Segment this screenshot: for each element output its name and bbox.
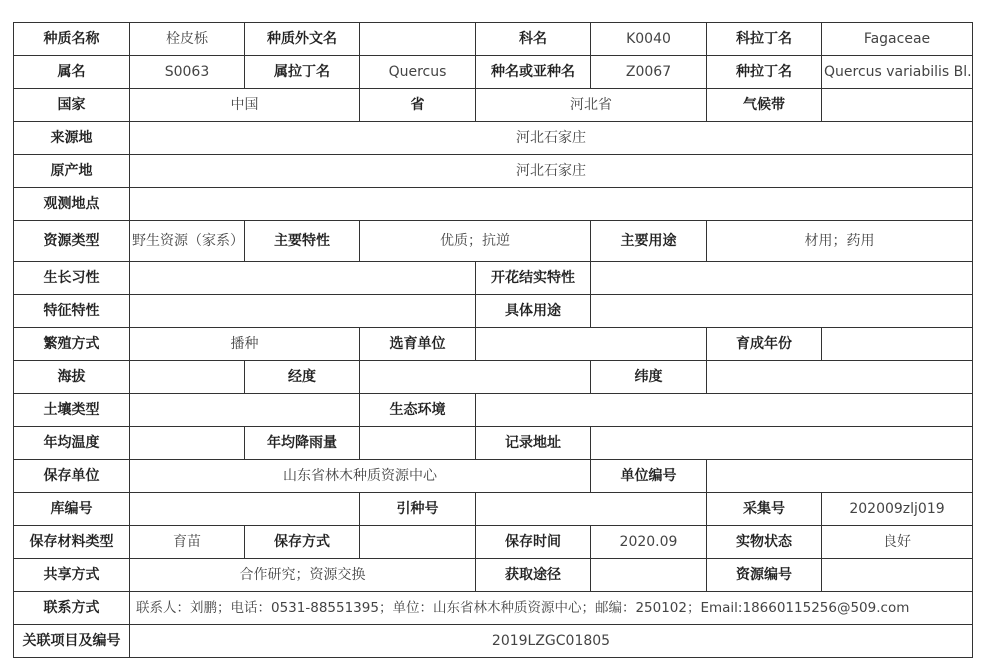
species-latin-label: 种拉丁名 bbox=[707, 56, 822, 89]
unit-code-label: 单位编号 bbox=[591, 460, 707, 493]
germplasm-name-value: 栓皮栎 bbox=[130, 23, 245, 56]
unit-code-value bbox=[707, 460, 973, 493]
origin-place-label: 原产地 bbox=[14, 155, 130, 188]
species-name-value: Z0067 bbox=[591, 56, 707, 89]
soil-type-value bbox=[130, 394, 360, 427]
table-row bbox=[14, 526, 973, 559]
flowering-fruiting-value bbox=[591, 262, 973, 295]
table-row bbox=[14, 295, 973, 328]
latitude-value bbox=[707, 361, 973, 394]
acquisition-label: 获取途径 bbox=[476, 559, 591, 592]
origin-place-value: 河北石家庄 bbox=[130, 155, 973, 188]
ecological-env-value bbox=[476, 394, 973, 427]
table-row bbox=[14, 122, 973, 155]
breeding-year-label: 育成年份 bbox=[707, 328, 822, 361]
table-row bbox=[14, 427, 973, 460]
altitude-value bbox=[130, 361, 245, 394]
observation-site-label: 观测地点 bbox=[14, 188, 130, 221]
annual-rainfall-label: 年均降雨量 bbox=[245, 427, 360, 460]
source-place-label: 来源地 bbox=[14, 122, 130, 155]
country-value: 中国 bbox=[130, 89, 360, 122]
genus-name-label: 属名 bbox=[14, 56, 130, 89]
breeding-unit-value bbox=[476, 328, 707, 361]
species-name-label: 种名或亚种名 bbox=[476, 56, 591, 89]
table-row bbox=[14, 262, 973, 295]
table-row bbox=[14, 559, 973, 592]
acquisition-value bbox=[591, 559, 707, 592]
table-row bbox=[14, 460, 973, 493]
table-row bbox=[14, 361, 973, 394]
storage-time-value: 2020.09 bbox=[591, 526, 707, 559]
contact-label: 联系方式 bbox=[14, 592, 130, 625]
climate-zone-value bbox=[822, 89, 973, 122]
introduction-code-value bbox=[476, 493, 707, 526]
storage-time-label: 保存时间 bbox=[476, 526, 591, 559]
storage-unit-value: 山东省林木种质资源中心 bbox=[130, 460, 591, 493]
species-latin-value: Quercus variabilis Bl. bbox=[822, 56, 973, 89]
soil-type-label: 土壤类型 bbox=[14, 394, 130, 427]
longitude-value bbox=[360, 361, 591, 394]
annual-temp-label: 年均温度 bbox=[14, 427, 130, 460]
foreign-name-value bbox=[360, 23, 476, 56]
storage-unit-label: 保存单位 bbox=[14, 460, 130, 493]
main-uses-value: 材用；药用 bbox=[707, 221, 973, 262]
breeding-unit-label: 选育单位 bbox=[360, 328, 476, 361]
ecological-env-label: 生态环境 bbox=[360, 394, 476, 427]
germplasm-name-label: 种质名称 bbox=[14, 23, 130, 56]
sharing-method-label: 共享方式 bbox=[14, 559, 130, 592]
source-place-value: 河北石家庄 bbox=[130, 122, 973, 155]
collection-code-value: 202009zlj019 bbox=[822, 493, 973, 526]
province-value: 河北省 bbox=[476, 89, 707, 122]
propagation-value: 播种 bbox=[130, 328, 360, 361]
climate-zone-label: 气候带 bbox=[707, 89, 822, 122]
longitude-label: 经度 bbox=[245, 361, 360, 394]
sharing-method-value: 合作研究；资源交换 bbox=[130, 559, 476, 592]
contact-value: 联系人：刘鹏；电话：0531-88551395；单位：山东省林木种质资源中心；邮编：250102；Email:18660115256@509.com bbox=[130, 592, 973, 625]
table-row bbox=[14, 188, 973, 221]
feature-traits-value bbox=[130, 295, 476, 328]
table-row bbox=[14, 56, 973, 89]
record-address-label: 记录地址 bbox=[476, 427, 591, 460]
collection-code-label: 采集号 bbox=[707, 493, 822, 526]
related-project-label: 关联项目及编号 bbox=[14, 625, 130, 658]
genus-latin-label: 属拉丁名 bbox=[245, 56, 360, 89]
province-label: 省 bbox=[360, 89, 476, 122]
specific-uses-label: 具体用途 bbox=[476, 295, 591, 328]
table-row bbox=[14, 592, 973, 625]
main-traits-label: 主要特性 bbox=[245, 221, 360, 262]
physical-status-value: 良好 bbox=[822, 526, 973, 559]
table-row bbox=[14, 155, 973, 188]
family-name-value: K0040 bbox=[591, 23, 707, 56]
material-type-value: 育苗 bbox=[130, 526, 245, 559]
table-row bbox=[14, 394, 973, 427]
resource-type-label: 资源类型 bbox=[14, 221, 130, 262]
table-row bbox=[14, 23, 973, 56]
resource-type-value: 野生资源（家系） bbox=[130, 221, 245, 262]
introduction-code-label: 引种号 bbox=[360, 493, 476, 526]
flowering-fruiting-label: 开花结实特性 bbox=[476, 262, 591, 295]
material-type-label: 保存材料类型 bbox=[14, 526, 130, 559]
table-row bbox=[14, 328, 973, 361]
family-latin-value: Fagaceae bbox=[822, 23, 973, 56]
feature-traits-label: 特征特性 bbox=[14, 295, 130, 328]
country-label: 国家 bbox=[14, 89, 130, 122]
storage-method-label: 保存方式 bbox=[245, 526, 360, 559]
latitude-label: 纬度 bbox=[591, 361, 707, 394]
main-uses-label: 主要用途 bbox=[591, 221, 707, 262]
table-row bbox=[14, 221, 973, 262]
resource-code-label: 资源编号 bbox=[707, 559, 822, 592]
altitude-label: 海拔 bbox=[14, 361, 130, 394]
record-address-value bbox=[591, 427, 973, 460]
growth-habit-value bbox=[130, 262, 476, 295]
annual-rainfall-value bbox=[360, 427, 476, 460]
family-name-label: 科名 bbox=[476, 23, 591, 56]
main-traits-value: 优质；抗逆 bbox=[360, 221, 591, 262]
breeding-year-value bbox=[822, 328, 973, 361]
annual-temp-value bbox=[130, 427, 245, 460]
repository-code-value bbox=[130, 493, 360, 526]
growth-habit-label: 生长习性 bbox=[14, 262, 130, 295]
physical-status-label: 实物状态 bbox=[707, 526, 822, 559]
foreign-name-label: 种质外文名 bbox=[245, 23, 360, 56]
related-project-value: 2019LZGC01805 bbox=[130, 625, 973, 658]
genus-name-value: S0063 bbox=[130, 56, 245, 89]
family-latin-label: 科拉丁名 bbox=[707, 23, 822, 56]
observation-site-value bbox=[130, 188, 973, 221]
propagation-label: 繁殖方式 bbox=[14, 328, 130, 361]
resource-code-value bbox=[822, 559, 973, 592]
repository-code-label: 库编号 bbox=[14, 493, 130, 526]
germplasm-info-table bbox=[13, 22, 973, 658]
storage-method-value bbox=[360, 526, 476, 559]
table-row bbox=[14, 89, 973, 122]
table-row bbox=[14, 625, 973, 658]
specific-uses-value bbox=[591, 295, 973, 328]
genus-latin-value: Quercus bbox=[360, 56, 476, 89]
table-row bbox=[14, 493, 973, 526]
